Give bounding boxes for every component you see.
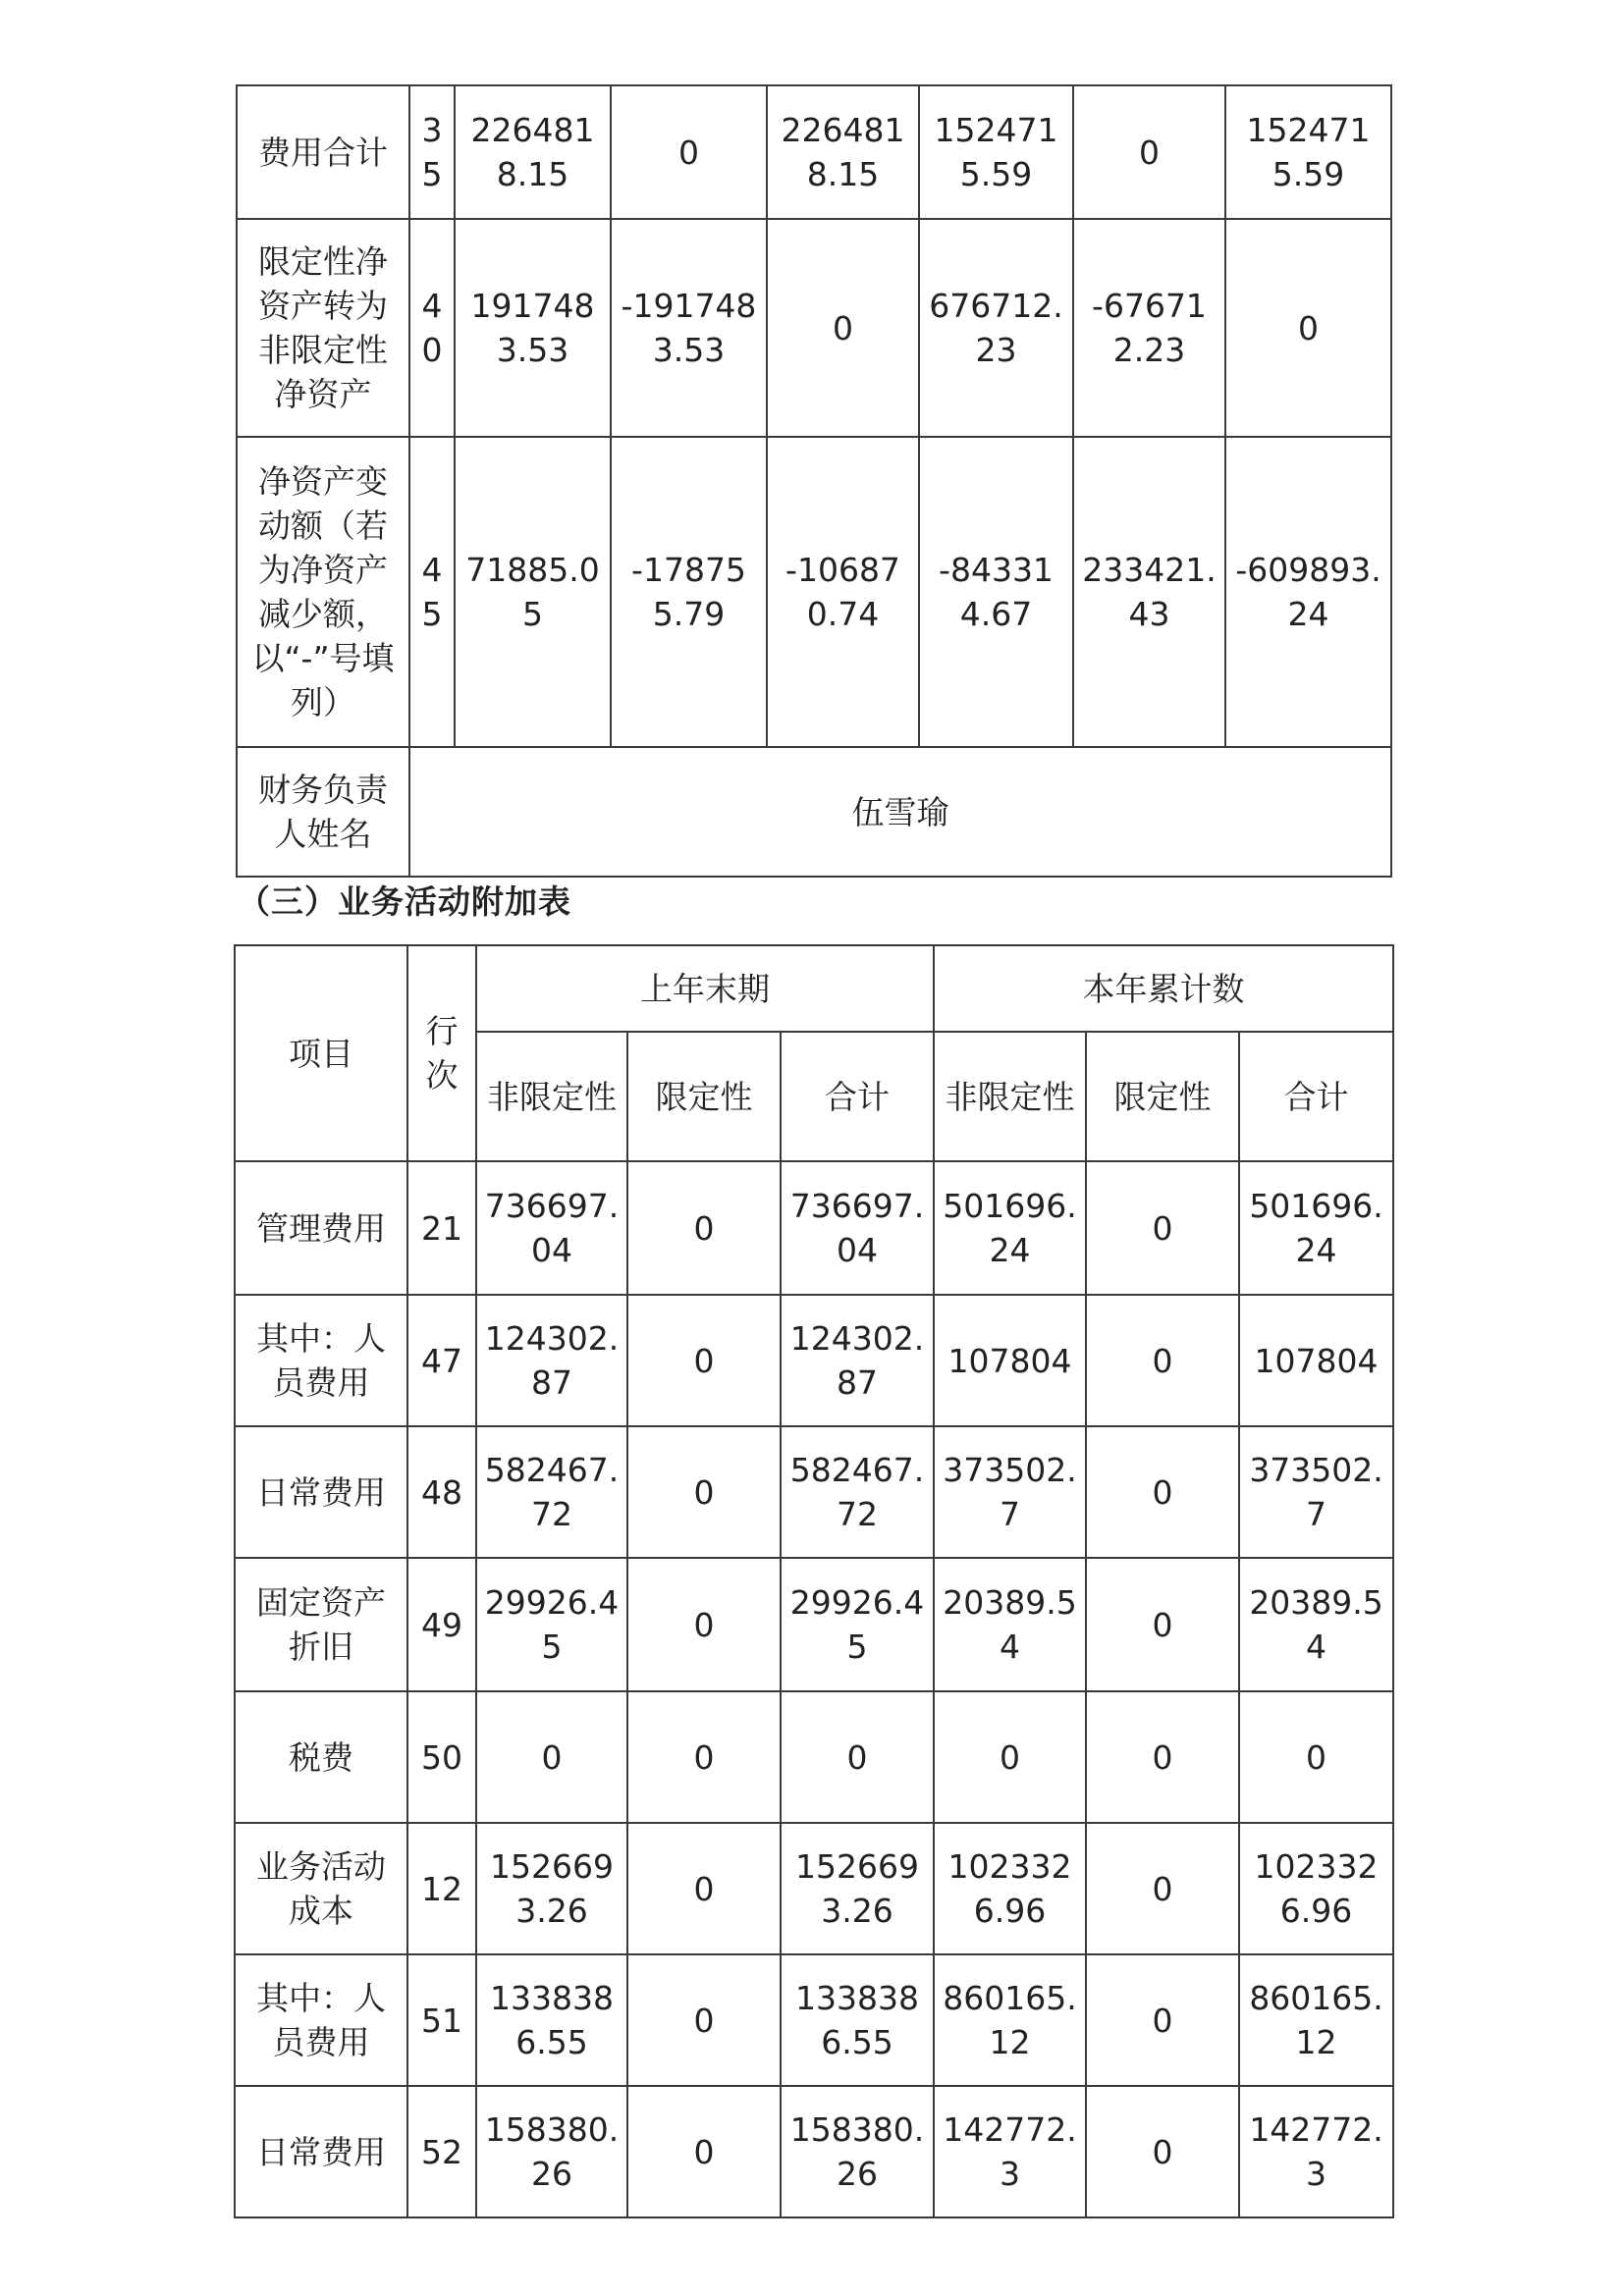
header-item: 项目 (235, 945, 407, 1161)
cell-value: 107804 (1239, 1295, 1393, 1426)
row-item: 日常费用 (235, 1426, 407, 1558)
subheader-restricted: 限定性 (627, 1032, 781, 1161)
cell-value: 0 (781, 1691, 934, 1823)
subheader-total: 合计 (1239, 1032, 1393, 1161)
subheader-unrestricted: 非限定性 (934, 1032, 1086, 1161)
cell-value: 142772.3 (934, 2086, 1086, 2217)
cell-value: 158380.26 (781, 2086, 934, 2217)
cell-value: 20389.54 (1239, 1558, 1393, 1691)
table-header-row (235, 945, 1393, 1032)
cell-value: 0 (1086, 1954, 1239, 2086)
finance-name: 伍雪瑜 (409, 747, 1391, 877)
row-item: 管理费用 (235, 1161, 407, 1295)
cell-value: 0 (1073, 85, 1225, 219)
subheader-unrestricted: 非限定性 (476, 1032, 627, 1161)
cell-value: -843314.67 (919, 437, 1073, 747)
cell-value: 0 (627, 1558, 781, 1691)
cell-value: 29926.45 (781, 1558, 934, 1691)
table-row (235, 1161, 1393, 1295)
subheader-restricted: 限定性 (1086, 1032, 1239, 1161)
table-row (235, 1954, 1393, 2086)
cell-value: 0 (627, 1691, 781, 1823)
cell-value: 20389.54 (934, 1558, 1086, 1691)
row-line-number: 12 (407, 1823, 476, 1954)
cell-value: 0 (627, 1954, 781, 2086)
table-row (237, 85, 1391, 219)
cell-value: 1524715.59 (1225, 85, 1391, 219)
net-assets-table (236, 84, 1392, 878)
row-line-number: 48 (407, 1426, 476, 1558)
cell-value: -609893.24 (1225, 437, 1391, 747)
cell-value: 0 (627, 1161, 781, 1295)
cell-value: 373502.7 (934, 1426, 1086, 1558)
section-title: （三）业务活动附加表 (238, 882, 571, 921)
cell-value: 0 (1239, 1691, 1393, 1823)
cell-value: 0 (627, 2086, 781, 2217)
cell-value: 373502.7 (1239, 1426, 1393, 1558)
cell-value: 29926.45 (476, 1558, 627, 1691)
cell-value: -106870.74 (767, 437, 919, 747)
cell-value: 1023326.96 (934, 1823, 1086, 1954)
header-current-period: 本年累计数 (934, 945, 1393, 1032)
cell-value: 2264818.15 (767, 85, 919, 219)
table-row (235, 2086, 1393, 2217)
cell-value: -1917483.53 (611, 219, 767, 437)
row-item: 日常费用 (235, 2086, 407, 2217)
cell-value: 0 (767, 219, 919, 437)
header-prev-period: 上年末期 (476, 945, 934, 1032)
cell-value: 142772.3 (1239, 2086, 1393, 2217)
cell-value: 124302.87 (781, 1295, 934, 1426)
cell-value: 2264818.15 (455, 85, 611, 219)
cell-value: 124302.87 (476, 1295, 627, 1426)
table-row (237, 437, 1391, 747)
cell-value: 582467.72 (781, 1426, 934, 1558)
cell-value: 1023326.96 (1239, 1823, 1393, 1954)
cell-value: 0 (1086, 2086, 1239, 2217)
row-item: 固定资产折旧 (235, 1558, 407, 1691)
row-line-number: 40 (409, 219, 455, 437)
row-item: 其中：人员费用 (235, 1954, 407, 2086)
cell-value: 71885.05 (455, 437, 611, 747)
cell-value: 736697.04 (781, 1161, 934, 1295)
row-line-number: 51 (407, 1954, 476, 2086)
row-line-number: 45 (409, 437, 455, 747)
cell-value: 233421.43 (1073, 437, 1225, 747)
table-row (235, 1691, 1393, 1823)
cell-value: 736697.04 (476, 1161, 627, 1295)
cell-value: -676712.23 (1073, 219, 1225, 437)
cell-value: 0 (1086, 1691, 1239, 1823)
cell-value: 0 (627, 1823, 781, 1954)
cell-value: 0 (1086, 1823, 1239, 1954)
row-line-number: 47 (407, 1295, 476, 1426)
row-item: 业务活动成本 (235, 1823, 407, 1954)
row-item: 限定性净资产转为非限定性净资产 (237, 219, 409, 437)
table-row (235, 1558, 1393, 1691)
cell-value: 1526693.26 (476, 1823, 627, 1954)
table-row (235, 1426, 1393, 1558)
cell-value: 1338386.55 (476, 1954, 627, 2086)
cell-value: -178755.79 (611, 437, 767, 747)
cell-value: 676712.23 (919, 219, 1073, 437)
cell-value: 1917483.53 (455, 219, 611, 437)
business-activity-table (234, 944, 1394, 2218)
cell-value: 158380.26 (476, 2086, 627, 2217)
finance-label: 财务负责人姓名 (237, 747, 409, 877)
cell-value: 0 (476, 1691, 627, 1823)
row-line-number: 49 (407, 1558, 476, 1691)
cell-value: 860165.12 (934, 1954, 1086, 2086)
row-item: 其中：人员费用 (235, 1295, 407, 1426)
row-line-number: 50 (407, 1691, 476, 1823)
row-item: 费用合计 (237, 85, 409, 219)
row-line-number: 21 (407, 1161, 476, 1295)
cell-value: 0 (1086, 1161, 1239, 1295)
cell-value: 107804 (934, 1295, 1086, 1426)
table-row (235, 1823, 1393, 1954)
subheader-total: 合计 (781, 1032, 934, 1161)
row-line-number: 35 (409, 85, 455, 219)
cell-value: 501696.24 (934, 1161, 1086, 1295)
cell-value: 582467.72 (476, 1426, 627, 1558)
header-line: 行次 (407, 945, 476, 1161)
row-item: 净资产变动额（若为净资产减少额，以“-”号填列） (237, 437, 409, 747)
cell-value: 1338386.55 (781, 1954, 934, 2086)
table-row (237, 219, 1391, 437)
cell-value: 501696.24 (1239, 1161, 1393, 1295)
cell-value: 0 (1086, 1426, 1239, 1558)
cell-value: 860165.12 (1239, 1954, 1393, 2086)
cell-value: 0 (1086, 1295, 1239, 1426)
cell-value: 0 (627, 1295, 781, 1426)
cell-value: 0 (1225, 219, 1391, 437)
cell-value: 1526693.26 (781, 1823, 934, 1954)
cell-value: 0 (1086, 1558, 1239, 1691)
cell-value: 0 (611, 85, 767, 219)
cell-value: 1524715.59 (919, 85, 1073, 219)
table-row (235, 1295, 1393, 1426)
cell-value: 0 (627, 1426, 781, 1558)
row-line-number: 52 (407, 2086, 476, 2217)
cell-value: 0 (934, 1691, 1086, 1823)
finance-row (237, 747, 1391, 877)
row-item: 税费 (235, 1691, 407, 1823)
